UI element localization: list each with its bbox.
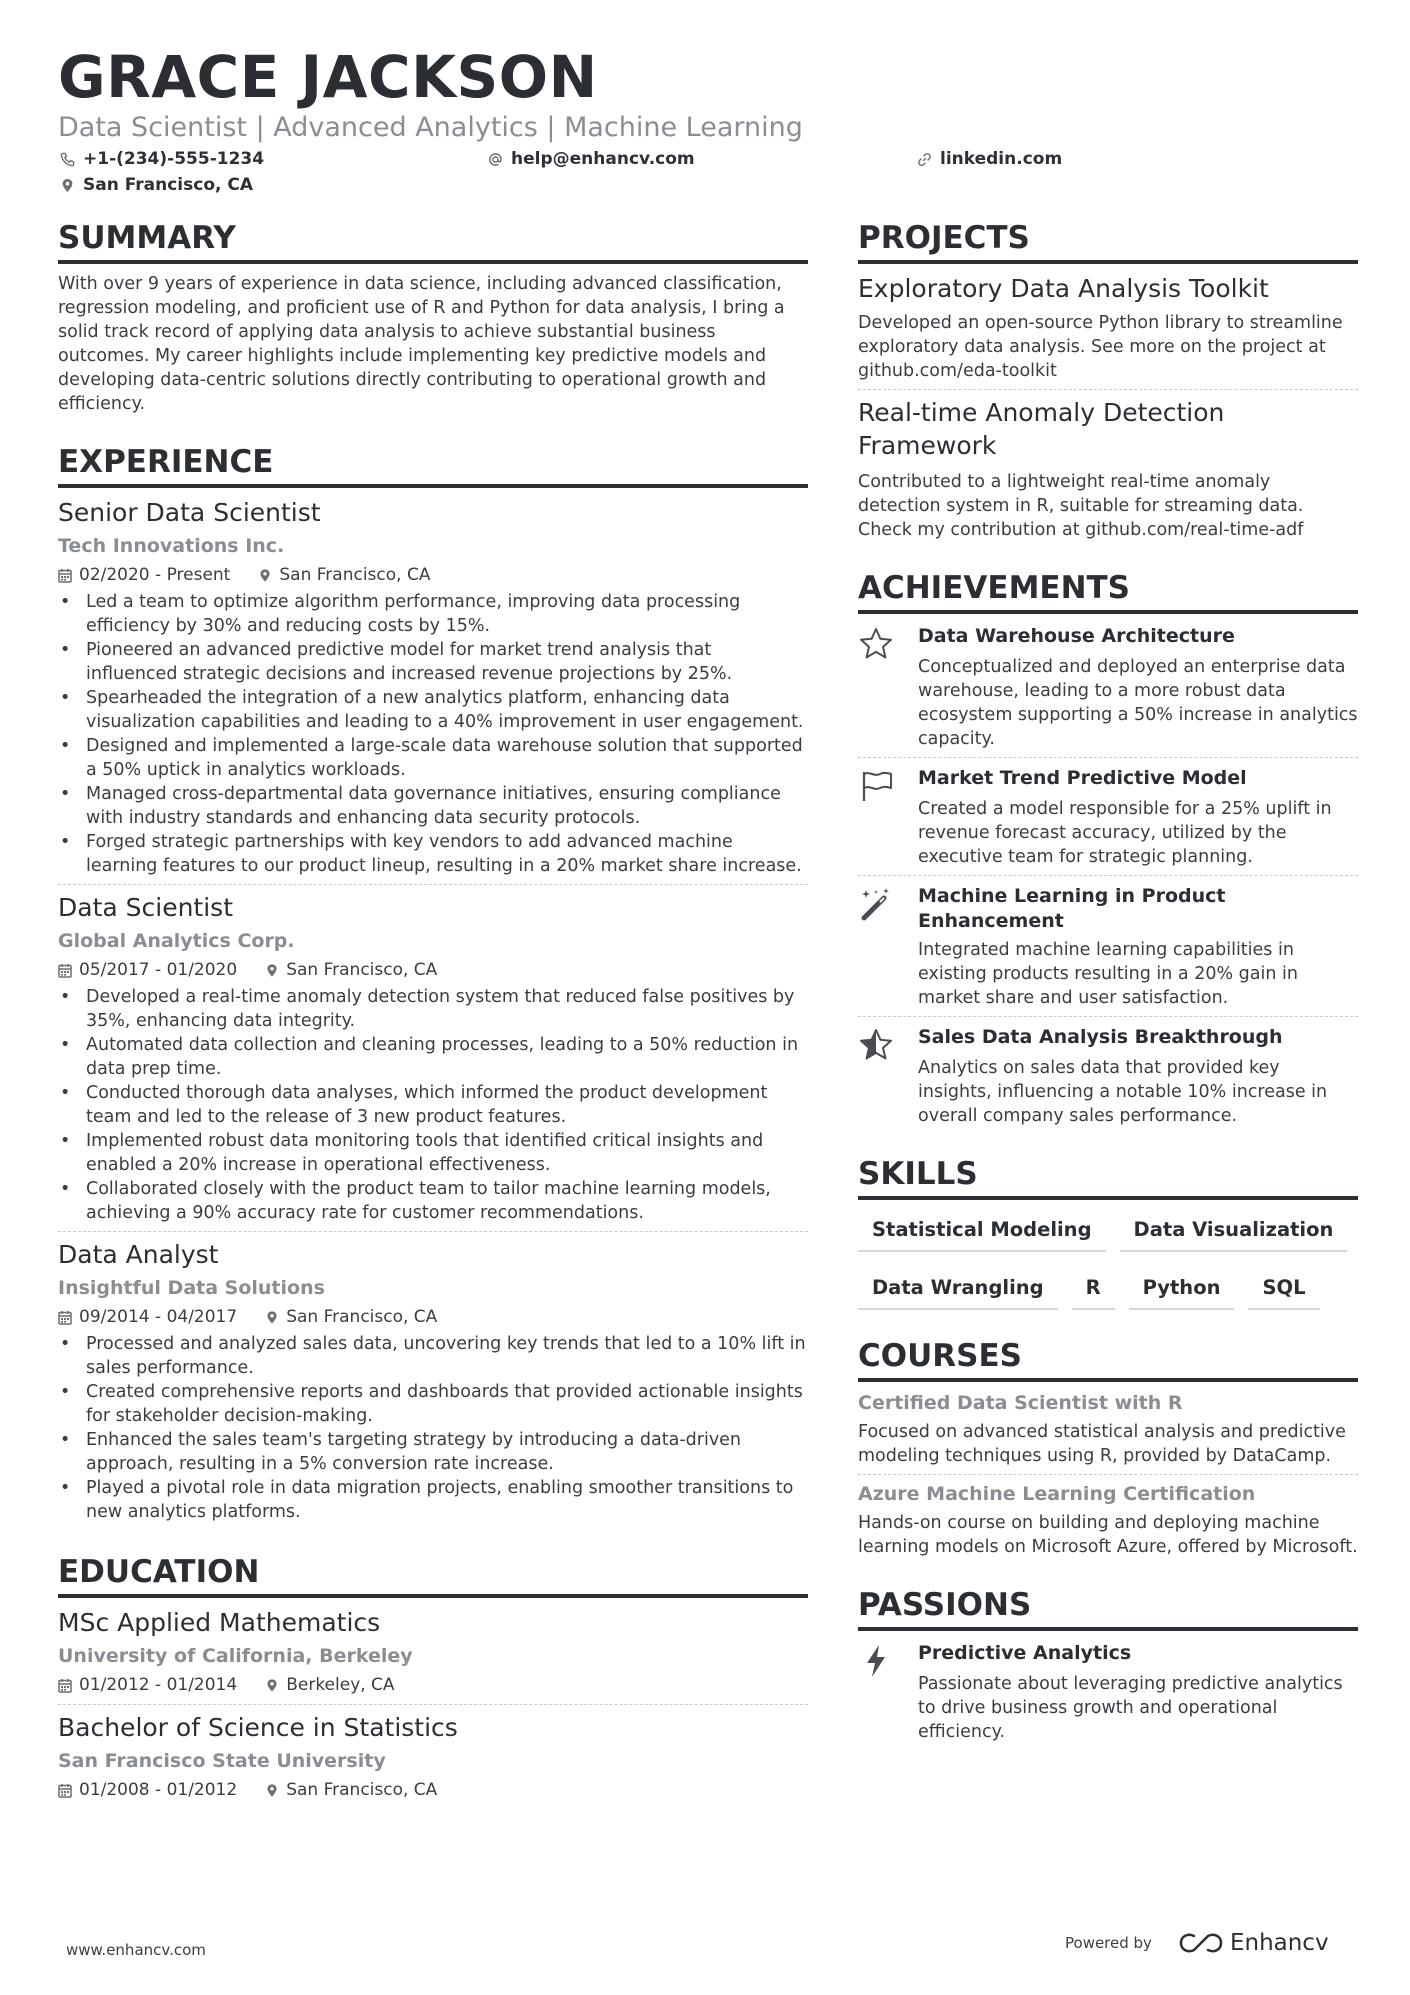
star-outline-icon xyxy=(858,626,894,662)
achievement-title: Sales Data Analysis Breakthrough xyxy=(918,1026,1283,1048)
summary-text: With over 9 years of experience in data science, including advanced classification, regression modeling, and proficient use of R and Python for data analysis, I bring a solid track record of applying data analysis to achieve substantial business outcomes. My career highlights include implementing key predictive models and developing data-centric solutions directly contributing to operational growth and efficiency. xyxy=(58,274,785,414)
list-item: • Automated data collection and cleaning processes, leading to a 50% reduction in data prep time. xyxy=(58,1033,808,1081)
courses-heading: COURSES xyxy=(858,1336,1358,1382)
job-dates-text: 05/2017 - 01/2020 xyxy=(79,960,238,980)
list-item: • Implemented robust data monitoring tools that identified critical insights and enabled a 20% increase in operational effectiveness. xyxy=(58,1129,808,1177)
job-dates-text: 02/2020 - Present xyxy=(79,565,231,585)
course-description: Hands-on course on building and deploying machine learning models on Microsoft Azure, offered by Microsoft. xyxy=(858,1513,1358,1557)
enhancv-logo-icon xyxy=(1178,1931,1224,1955)
course-description: Focused on advanced statistical analysis and predictive modeling techniques using R, provided by DataCamp. xyxy=(858,1422,1346,1466)
divider xyxy=(858,1474,1358,1475)
list-item: • Enhanced the sales team's targeting strategy by introducing a data-driven approach, resulting in a 5% conversion rate increase. xyxy=(58,1428,808,1476)
powered-by-text: Powered by xyxy=(1065,1934,1152,1952)
skill-tag: Data Visualization xyxy=(1120,1208,1348,1252)
job-bullets xyxy=(58,1332,808,1524)
divider xyxy=(58,1704,808,1705)
location-pin-icon xyxy=(258,568,272,583)
divider xyxy=(58,1231,808,1232)
education-entry xyxy=(58,1711,808,1803)
education-dates xyxy=(58,1777,237,1803)
course-title: Certified Data Scientist with R xyxy=(858,1392,1183,1414)
list-item: • Created comprehensive reports and dashboards that provided actionable insights for stakeholder decision-making. xyxy=(58,1380,808,1428)
job-location-text: San Francisco, CA xyxy=(286,960,438,980)
job-title: Data Analyst xyxy=(58,1240,219,1269)
list-item: • Developed a real-time anomaly detection system that reduced false positives by 35%, enhancing data integrity. xyxy=(58,985,808,1033)
achievement-title: Market Trend Predictive Model xyxy=(918,767,1247,789)
education-heading: EDUCATION xyxy=(58,1552,808,1598)
achievement-title: Data Warehouse Architecture xyxy=(918,625,1235,647)
education-location-text: San Francisco, CA xyxy=(286,1780,438,1800)
footer-website[interactable]: www.enhancv.com xyxy=(66,1941,206,1959)
achievement-description: Integrated machine learning capabilities in existing products resulting in a 20% gain in market share and user satisfaction. xyxy=(918,940,1298,1008)
achievements-heading: ACHIEVEMENTS xyxy=(858,568,1358,614)
calendar-icon xyxy=(58,1310,72,1325)
skill-tag: Python xyxy=(1129,1266,1235,1310)
brand-name: Enhancv xyxy=(1229,1930,1329,1956)
school-name: University of California, Berkeley xyxy=(58,1645,413,1667)
list-item: • Forged strategic partnerships with key vendors to add advanced machine learning features to our product lineup, resulting in a 20% market share increase. xyxy=(58,830,808,878)
footer-branding xyxy=(1065,1930,1329,1956)
list-item: • Conducted thorough data analyses, which informed the product development team and led to the release of 3 new product features. xyxy=(58,1081,808,1129)
education-dates-text: 01/2012 - 01/2014 xyxy=(79,1675,238,1695)
left-column xyxy=(58,218,808,1803)
education-dates-text: 01/2008 - 01/2012 xyxy=(79,1780,238,1800)
location-pin-icon xyxy=(265,963,279,978)
job-location xyxy=(265,957,437,983)
achievement-entry xyxy=(858,882,1358,1010)
project-entry xyxy=(858,396,1358,542)
star-half-icon xyxy=(858,1027,894,1063)
job-location-text: San Francisco, CA xyxy=(286,1307,438,1327)
location-text: San Francisco, CA xyxy=(83,175,254,195)
phone-text: +1-(234)-555-1234 xyxy=(83,149,265,169)
email-text: help@enhancv.com xyxy=(511,149,695,169)
flag-icon xyxy=(858,768,894,804)
right-column xyxy=(858,218,1358,1744)
job-bullets xyxy=(58,985,808,1225)
at-icon xyxy=(488,152,503,167)
skill-tag: SQL xyxy=(1248,1266,1319,1310)
calendar-icon xyxy=(58,568,72,583)
list-item: • Collaborated closely with the product team to tailor machine learning models, achieving a 90% accuracy rate for customer recommendations. xyxy=(58,1177,808,1225)
project-title: Exploratory Data Analysis Toolkit xyxy=(858,274,1269,303)
passion-description: Passionate about leveraging predictive analytics to drive business growth and operational efficiency. xyxy=(918,1674,1343,1742)
job-title: Data Scientist xyxy=(58,893,233,922)
education-entry xyxy=(58,1606,808,1698)
job-bullets xyxy=(58,590,808,878)
achievement-entry xyxy=(858,622,1358,751)
course-entry xyxy=(858,1481,1358,1559)
list-item: • Managed cross-departmental data governance initiatives, ensuring compliance with industry standards and enhancing data security protocols. xyxy=(58,782,808,830)
skill-tag: Statistical Modeling xyxy=(858,1208,1106,1252)
list-item: • Designed and implemented a large-scale data warehouse solution that supported a 50% uptick in analytics workloads. xyxy=(58,734,808,782)
achievement-description: Analytics on sales data that provided key insights, influencing a notable 10% increase in overall company sales performance. xyxy=(918,1058,1328,1126)
passion-title: Predictive Analytics xyxy=(918,1642,1132,1664)
job-dates xyxy=(58,957,237,983)
education-dates xyxy=(58,1672,237,1698)
linkedin-text: linkedin.com xyxy=(940,149,1063,169)
summary-heading: SUMMARY xyxy=(58,218,808,264)
link-icon xyxy=(917,152,932,167)
experience-entry xyxy=(58,891,808,1225)
job-dates xyxy=(58,1304,237,1330)
job-location xyxy=(258,562,430,588)
calendar-icon xyxy=(58,1678,72,1693)
lightning-icon xyxy=(858,1643,894,1679)
job-title: Senior Data Scientist xyxy=(58,498,321,527)
course-entry xyxy=(858,1390,1358,1468)
job-dates xyxy=(58,562,230,588)
achievement-entry xyxy=(858,764,1358,869)
projects-heading: PROJECTS xyxy=(858,218,1358,264)
course-title: Azure Machine Learning Certification xyxy=(858,1483,1256,1505)
location-pin-icon xyxy=(60,178,75,193)
achievement-title: Machine Learning in Product Enhancement xyxy=(918,885,1226,932)
achievement-description: Conceptualized and deployed an enterprise data warehouse, leading to a more robust data ecosystem supporting a 50% increase in analytics capacity. xyxy=(918,657,1358,749)
list-item: • Pioneered an advanced predictive model for market trend analysis that influenced strategic decisions and increased revenue projections by 25%. xyxy=(58,638,808,686)
education-location-text: Berkeley, CA xyxy=(286,1675,395,1695)
achievement-description: Created a model responsible for a 25% uplift in revenue forecast accuracy, utilized by the executive team for strategic planning. xyxy=(918,799,1332,867)
passion-entry xyxy=(858,1639,1358,1744)
calendar-icon xyxy=(58,963,72,978)
job-meta xyxy=(58,562,808,588)
skill-tag: R xyxy=(1072,1266,1115,1310)
skills-heading: SKILLS xyxy=(858,1154,1358,1200)
project-description: Contributed to a lightweight real-time anomaly detection system in R, suitable for streaming data. Check my contribution at github.com/real-time-adf xyxy=(858,472,1304,540)
list-item: • Led a team to optimize algorithm performance, improving data processing efficiency by 30% and reducing costs by 15%. xyxy=(58,590,808,638)
achievement-entry xyxy=(858,1023,1358,1128)
project-entry xyxy=(858,272,1358,383)
list-item: • Spearheaded the integration of a new analytics platform, enhancing data visualization capabilities and leading to a 40% improvement in user engagement. xyxy=(58,686,808,734)
degree-title: Bachelor of Science in Statistics xyxy=(58,1713,458,1742)
job-location-text: San Francisco, CA xyxy=(279,565,431,585)
experience-heading: EXPERIENCE xyxy=(58,442,808,488)
company-name: Global Analytics Corp. xyxy=(58,930,295,952)
divider xyxy=(858,389,1358,390)
project-title: Real-time Anomaly Detection Framework xyxy=(858,398,1225,460)
candidate-name: GRACE JACKSON xyxy=(58,43,598,111)
linkedin-contact[interactable] xyxy=(917,149,1062,169)
education-location xyxy=(265,1672,394,1698)
education-meta xyxy=(58,1672,808,1698)
location-pin-icon xyxy=(265,1678,279,1693)
list-item: • Played a pivotal role in data migration projects, enabling smoother transitions to new analytics platforms. xyxy=(58,1476,808,1524)
divider xyxy=(858,1016,1358,1017)
location-pin-icon xyxy=(265,1783,279,1798)
location-pin-icon xyxy=(265,1310,279,1325)
job-location xyxy=(265,1304,437,1330)
school-name: San Francisco State University xyxy=(58,1750,386,1772)
degree-title: MSc Applied Mathematics xyxy=(58,1608,381,1637)
experience-entry xyxy=(58,496,808,878)
education-meta xyxy=(58,1777,808,1803)
company-name: Insightful Data Solutions xyxy=(58,1277,325,1299)
passions-heading: PASSIONS xyxy=(858,1585,1358,1631)
divider xyxy=(858,875,1358,876)
phone-contact[interactable] xyxy=(60,149,264,169)
project-description: Developed an open-source Python library to streamline exploratory data analysis. See more on the project at github.com/eda-toolkit xyxy=(858,313,1343,381)
experience-entry xyxy=(58,1238,808,1524)
job-dates-text: 09/2014 - 04/2017 xyxy=(79,1307,238,1327)
skills-list xyxy=(858,1208,1358,1324)
skill-tag: Data Wrangling xyxy=(858,1266,1058,1310)
phone-icon xyxy=(60,152,75,167)
headline: Data Scientist | Advanced Analytics | Machine Learning xyxy=(58,112,803,143)
location-contact xyxy=(60,175,253,195)
enhancv-logo[interactable] xyxy=(1178,1930,1329,1956)
divider xyxy=(58,884,808,885)
calendar-icon xyxy=(58,1783,72,1798)
job-meta xyxy=(58,1304,808,1330)
magic-wand-icon xyxy=(858,886,894,922)
job-meta xyxy=(58,957,808,983)
company-name: Tech Innovations Inc. xyxy=(58,535,285,557)
education-location xyxy=(265,1777,437,1803)
divider xyxy=(858,757,1358,758)
email-contact[interactable] xyxy=(488,149,695,169)
list-item: • Processed and analyzed sales data, uncovering key trends that led to a 10% lift in sales performance. xyxy=(58,1332,808,1380)
